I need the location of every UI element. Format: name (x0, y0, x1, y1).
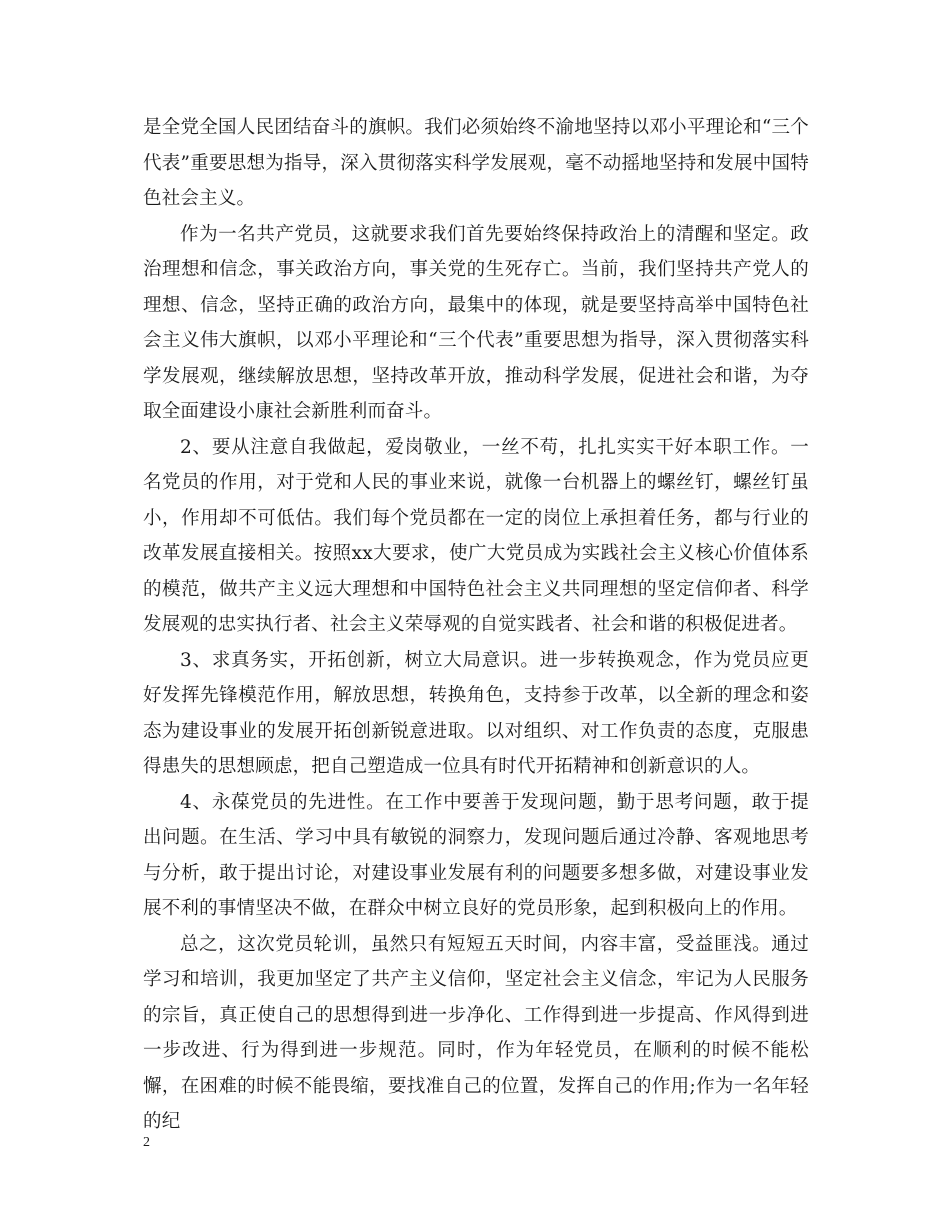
paragraph: 总之，这次党员轮训，虽然只有短短五天时间，内容丰富，受益匪浅。通过学习和培训，我更加坚定了共产主义信仰，坚定社会主义信念，牢记为人民服务的宗旨，真正使自己的思想得到进一步净化、工作得到进一步提高、作风得到进一步改进、行为得到进一步规范。同时，作为年轻党员，在顺利的时候不能松懈，在困难的时候不能畏缩，要找准自己的位置，发挥自己的作用;作为一名年轻的纪 (143, 933, 809, 1132)
paragraph: 2、要从注意自我做起，爱岗敬业，一丝不苟，扎扎实实干好本职工作。一名党员的作用，对于党和人民的事业来说，就像一台机器上的螺丝钉，螺丝钉虽小，作用却不可低估。我们每个党员都在一定的岗位上承担着任务，都与行业的改革发展直接相关。按照xx大要求，使广大党员成为实践社会主义核心价值体系的模范，做共产主义远大理想和中国特色社会主义共同理想的坚定信仰者、科学发展观的忠实执行者、社会主义荣辱观的自觉实践者、社会和谐的积极促进者。 (143, 436, 809, 635)
document-body (143, 110, 809, 1140)
page-number: 2 (143, 1135, 150, 1150)
paragraph: 作为一名共产党员，这就要求我们首先要始终保持政治上的清醒和坚定。政治理想和信念，事关政治方向，事关党的生死存亡。当前，我们坚持共产党人的理想、信念，坚持正确的政治方向，最集中的体现，就是要坚持高举中国特色社会主义伟大旗帜，以邓小平理论和“三个代表”重要思想为指导，深入贯彻落实科学发展观，继续解放思想，坚持改革开放，推动科学发展，促进社会和谐，为夺取全面建设小康社会新胜利而奋斗。 (143, 223, 809, 422)
paragraph: 4、永葆党员的先进性。在工作中要善于发现问题，勤于思考问题，敢于提出问题。在生活、学习中具有敏锐的洞察力，发现问题后通过冷静、客观地思考与分析，敢于提出讨论，对建设事业发展有利的问题要多想多做，对建设事业发展不利的事情坚决不做，在群众中树立良好的党员形象，起到积极向上的作用。 (143, 791, 809, 919)
paragraph: 是全党全国人民团结奋斗的旗帜。我们必须始终不渝地坚持以邓小平理论和“三个代表”重要思想为指导，深入贯彻落实科学发展观，毫不动摇地坚持和发展中国特色社会主义。 (143, 117, 809, 209)
paragraph: 3、求真务实，开拓创新，树立大局意识。进一步转换观念，作为党员应更好发挥先锋模范作用，解放思想，转换角色，支持参于改革，以全新的理念和姿态为建设事业的发展开拓创新锐意进取。以对组织、对工作负责的态度，克服患得患失的思想顾虑，把自己塑造成一位具有时代开拓精神和创新意识的人。 (143, 649, 809, 777)
